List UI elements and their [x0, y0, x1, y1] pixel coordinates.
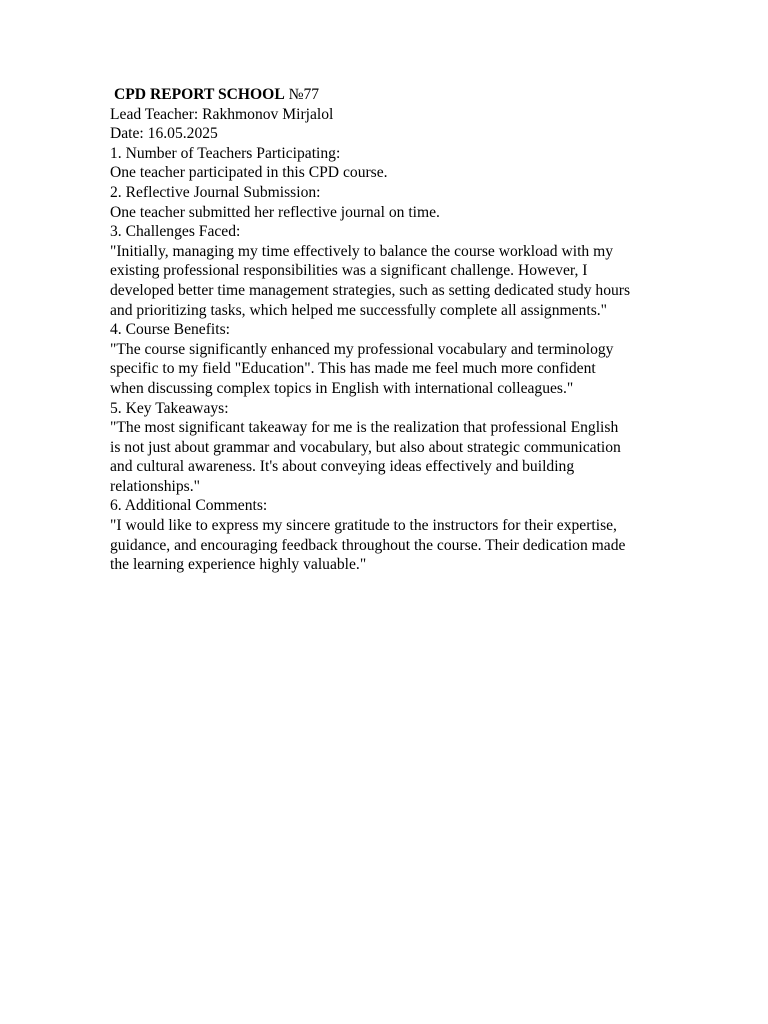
section-challenges [110, 222, 722, 320]
section-takeaways [110, 399, 722, 497]
section-text-line: and cultural awareness. It's about conveying ideas effectively and building [110, 458, 575, 476]
section-text-line: One teacher participated in this CPD course. [110, 164, 388, 182]
section-heading: 4. Course Benefits: [110, 321, 230, 339]
section-text-line: specific to my field "Education". This has made me feel much more confident [110, 360, 596, 378]
document-title [110, 85, 722, 105]
section-participants [110, 144, 722, 183]
section-text-line: is not just about grammar and vocabulary, but also about strategic communication [110, 438, 621, 456]
section-text-line: One teacher submitted her reflective journal on time. [110, 203, 440, 221]
section-text-line: "Initially, managing my time effectively to balance the course workload with my [110, 242, 614, 260]
section-text-line: relationships." [110, 477, 200, 495]
document-page [110, 85, 722, 575]
section-text-line: guidance, and encouraging feedback throughout the course. Their dedication made [110, 536, 626, 554]
section-journal [110, 183, 722, 222]
section-text-line: when discussing complex topics in English with international colleagues." [110, 379, 574, 397]
title-school-number: №77 [284, 86, 320, 103]
section-text-line: the learning experience highly valuable." [110, 556, 367, 574]
section-text-line: existing professional responsibilities was a significant challenge. However, I [110, 262, 588, 280]
section-heading: 3. Challenges Faced: [110, 223, 241, 241]
section-heading: 1. Number of Teachers Participating: [110, 144, 341, 162]
title-bold-text: CPD REPORT SCHOOL [114, 86, 285, 103]
section-heading: 2. Reflective Journal Submission: [110, 183, 321, 201]
section-text-line: developed better time management strategies, such as setting dedicated study hours [110, 281, 631, 299]
section-text-line: and prioritizing tasks, which helped me successfully complete all assignments." [110, 301, 608, 319]
section-heading: 6. Additional Comments: [110, 497, 268, 515]
lead-teacher: Lead Teacher: Rakhmonov Mirjalol [110, 105, 334, 123]
section-comments [110, 496, 722, 574]
section-text-line: "The course significantly enhanced my professional vocabulary and terminology [110, 340, 614, 358]
report-date: Date: 16.05.2025 [110, 125, 218, 143]
section-text-line: "The most significant takeaway for me is the realization that professional English [110, 419, 619, 437]
section-text-line: "I would like to express my sincere gratitude to the instructors for their expertise, [110, 517, 617, 535]
section-benefits [110, 320, 722, 398]
section-heading: 5. Key Takeaways: [110, 399, 229, 417]
